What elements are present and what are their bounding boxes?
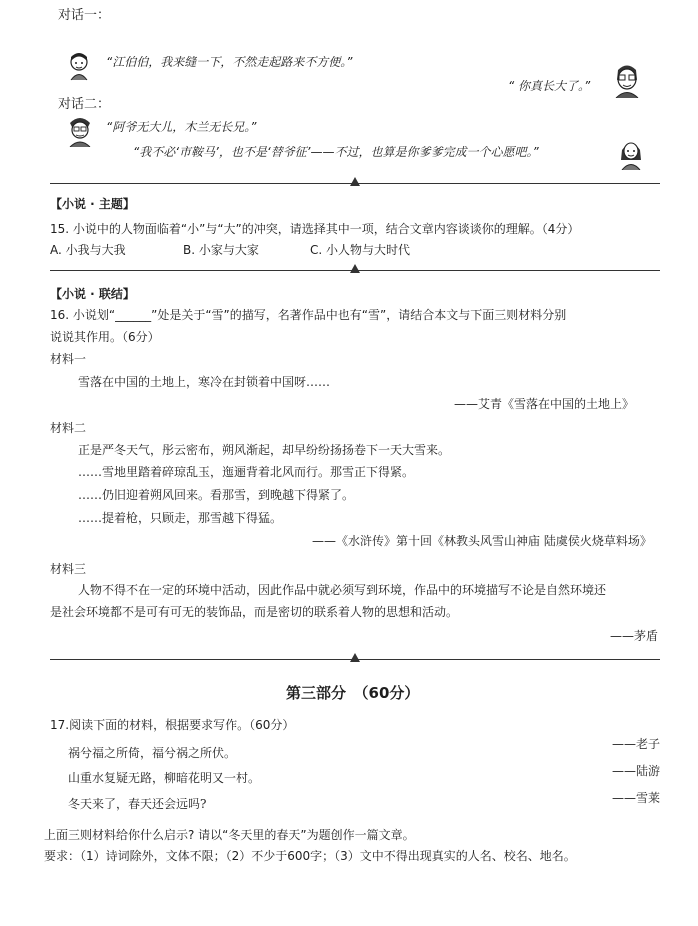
q15-option-c: C. 小人物与大时代 (310, 243, 411, 257)
q15-option-b: B. 小家与大家 (183, 243, 259, 257)
q16-question-line-2: 说说其作用。（6分） (50, 330, 160, 344)
poem-2: 山重水复疑无路，柳暗花明又一村。 (68, 771, 261, 785)
material-3-label: 材料三 (50, 562, 87, 576)
old-man-avatar-icon (612, 62, 642, 98)
material-1-source: ——艾青《雪落在中国的土地上》 (454, 397, 635, 411)
material-2-line-3: ……仍旧迎着朔风回来。看那雪，到晚越下得紧了。 (78, 488, 355, 502)
material-2-source: ——《水浒传》第十回《林教头风雪山神庙 陆虞侯火烧草料场》 (312, 534, 652, 548)
section-divider (50, 653, 660, 665)
writing-prompt: 上面三则材料给你什么启示? 请以“冬天里的春天”为题创作一篇文章。 (44, 828, 415, 842)
poem-3: 冬天来了，春天还会远吗? (68, 797, 207, 811)
q15-option-a: A. 小我与大我 (50, 243, 126, 257)
dialogue-2-label: 对话二： (58, 97, 111, 112)
material-1-label: 材料一 (50, 352, 87, 366)
q16-header: 【小说 · 联结】 (50, 287, 135, 301)
q15-question: 15. 小说中的人物面临着“小”与“大”的冲突，请选择其中一项，结合文章内容谈谈你的理解。（4分） (50, 222, 580, 236)
dialogue-2-line-2: “我不必‘市鞍马’，也不是‘替爷征’——不过，也算是你爹爹完成一个心愿吧。” (133, 145, 539, 159)
section-divider (50, 177, 660, 189)
q17-question: 17.阅读下面的材料，根据要求写作。（60分） (50, 718, 295, 732)
poem-1: 祸兮福之所倚，福兮祸之所伏。 (68, 746, 237, 760)
material-3-line-2: 是社会环境都不是可有可无的装饰品，而是密切的联系着人物的思想和活动。 (50, 605, 459, 619)
poem-2-source: ——陆游 (612, 764, 661, 778)
material-3-source: ——茅盾 (610, 629, 659, 643)
dialogue-1-line-1: “江伯伯，我来缝一下，不然走起路来不方便。” (106, 55, 353, 69)
material-1-text: 雪落在中国的土地上，寒冷在封锁着中国呀…… (78, 375, 331, 389)
poem-1-source: ——老子 (612, 737, 661, 751)
dialogue-1-label: 对话一： (58, 8, 111, 23)
section-divider (50, 264, 660, 276)
material-2-line-4: ……提着枪，只顾走，那雪越下得猛。 (78, 511, 283, 525)
writing-requirements: 要求：（1）诗词除外，文体不限；（2）不少于600字；（3）文中不得出现真实的人名、校名、地名。 (44, 849, 576, 863)
dialogue-2-line-1: “阿爷无大儿，木兰无长兄。” (106, 120, 257, 134)
dialogue-1-line-2: “ 你真长大了。” (508, 79, 591, 93)
girl-avatar-icon (66, 51, 92, 81)
q15-header: 【小说 · 主题】 (50, 197, 135, 211)
material-3-line-1: 人物不得不在一定的环境中活动，因此作品中就必须写到环境，作品中的环境描写不论是自然环境还 (78, 583, 607, 597)
material-2-line-2: ……雪地里踏着碎琼乱玉，迤逦背着北风而行。那雪正下得紧。 (78, 465, 415, 479)
material-2-label: 材料二 (50, 421, 87, 435)
poem-3-source: ——雪莱 (612, 791, 661, 805)
part-3-title: 第三部分 （60分） (286, 684, 420, 702)
q16-question-line-1: 16. 小说划“______”处是关于“雪”的描写，名著作品中也有“雪”，请结合本文与下面三则材料分别 (50, 308, 567, 322)
girl-avatar-2-icon (618, 138, 644, 170)
soldier-avatar-icon (66, 113, 94, 147)
material-2-line-1: 正是严冬天气，彤云密布，朔风渐起，却早纷纷扬扬卷下一天大雪来。 (78, 443, 451, 457)
